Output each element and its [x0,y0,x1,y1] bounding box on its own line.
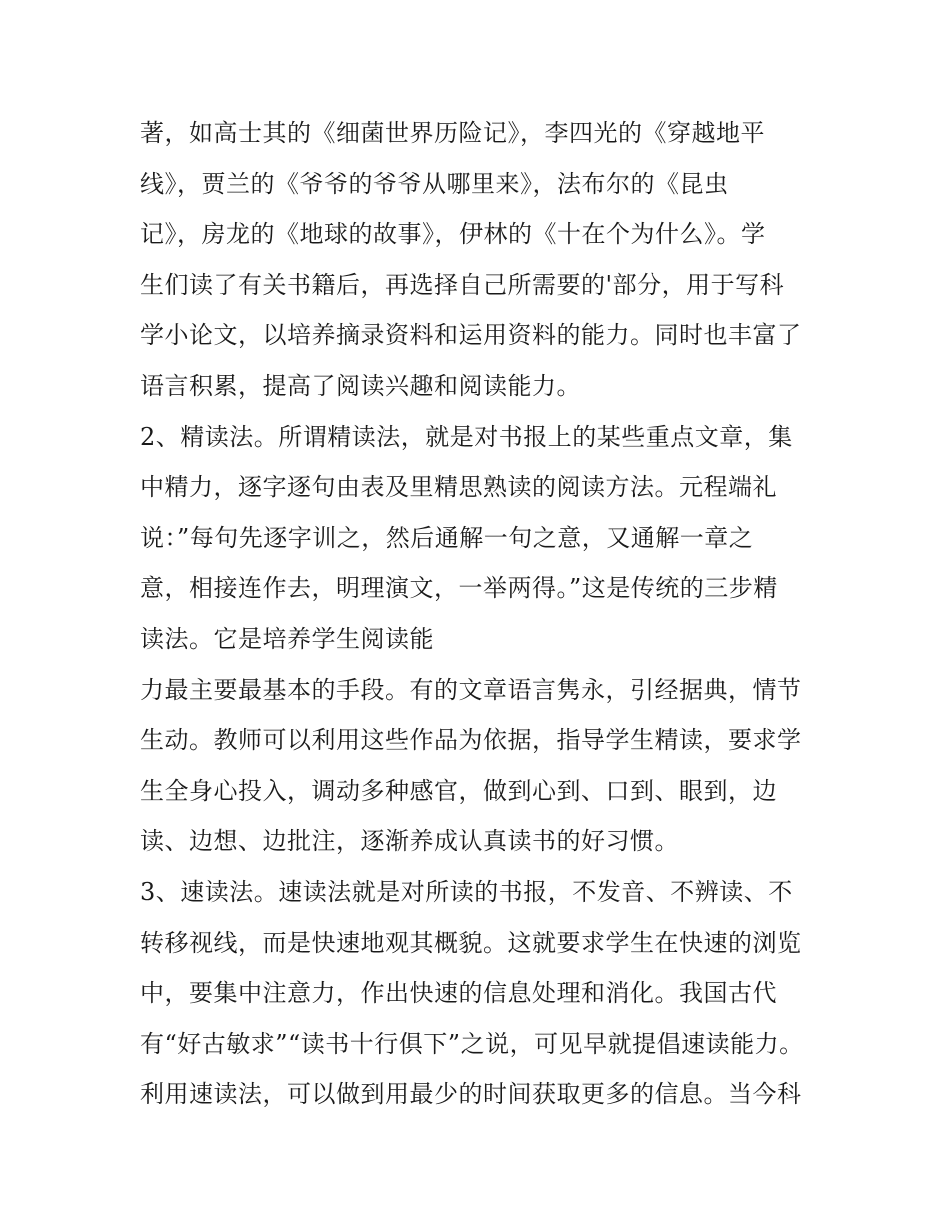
text-line: 3、速读法。速读法就是对所读的书报，不发音、不辨读、不 [140,877,793,906]
document-body [140,108,840,1120]
text-line: 力最主要最基本的手段。有的文章语言隽永，引经据典，情节 [140,675,802,704]
text-line: 生动。教师可以利用这些作品为依据，指导学生精读，要求学 [140,726,802,755]
text-line: 意，相接连作去，明理演文，一举两得。”这是传统的三步精 [140,574,778,603]
text-line: 生全身心投入，调动多种感官，做到心到、口到、眼到，边 [140,776,777,805]
text-line: 记》，房龙的《地球的故事》，伊林的《十在个为什么》。学 [140,220,766,249]
text-line: 说：”每句先逐字训之，然后通解一句之意，又通解一章之 [140,523,754,552]
text-line: 读、边想、边批注，逐渐养成认真读书的好习惯。 [140,827,679,856]
text-line: 中精力，逐字逐句由表及里精思熟读的阅读方法。元程端礼 [140,473,777,502]
text-line: 中，要集中注意力，作出快速的信息处理和消化。我国古代 [140,979,777,1008]
text-line: 有“好古敏求”“读书十行俱下”之说，可见早就提倡速读能力。 [140,1029,804,1058]
text-line: 语言积累，提高了阅读兴趣和阅读能力。 [140,371,581,400]
text-line: 生们读了有关书籍后，再选择自己所需要的'部分，用于写科 [140,270,785,299]
text-line: 学小论文，以培养摘录资料和运用资料的能力。同时也丰富了 [140,321,802,350]
text-line: 线》，贾兰的《爷爷的爷爷从哪里来》，法布尔的《昆虫 [140,169,729,198]
text-line: 2、精读法。所谓精读法，就是对书报上的某些重点文章，集 [140,422,793,451]
text-line: 利用速读法，可以做到用最少的时间获取更多的信息。当今科 [140,1080,802,1109]
text-line: 转移视线，而是快速地观其概貌。这就要求学生在快速的浏览 [140,928,802,957]
text-line: 著，如高士其的《细菌世界历险记》，李四光的《穿越地平 [140,119,765,147]
text-line: 读法。它是培养学生阅读能 [140,624,434,653]
